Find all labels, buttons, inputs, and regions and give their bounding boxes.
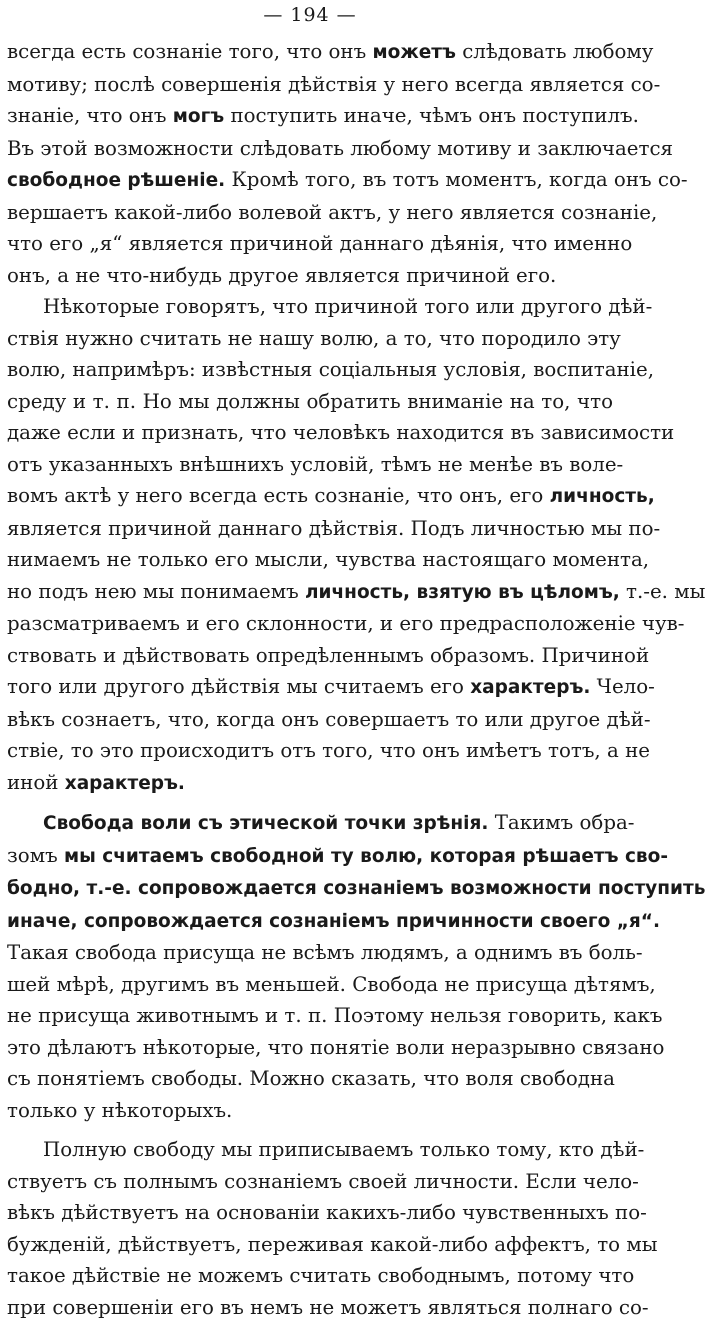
bold-text: иначе, сопровождается сознаніемъ причинности своего „я“. <box>7 911 660 932</box>
bold-text: Свобода воли съ этической точки зрѣнія. <box>43 813 488 834</box>
text-run: ствуетъ съ полнымъ сознаніемъ своей личности. Если чело- <box>7 1170 639 1193</box>
text-line <box>7 197 613 229</box>
text-line <box>7 767 613 800</box>
bold-text: можетъ <box>372 42 455 63</box>
text-line <box>7 36 613 69</box>
text-run: онъ, а не что-нибудь другое является причиной его. <box>7 264 556 287</box>
text-line <box>7 840 613 873</box>
text-run: Такая свобода присуща не всѣмъ людямъ, а однимъ въ боль- <box>7 941 643 964</box>
text-line <box>7 671 613 704</box>
text-line <box>7 1166 613 1198</box>
text-run: вѣкъ дѣйствуетъ на основаніи какихъ-либо чувственныхъ по- <box>7 1201 647 1224</box>
text-run: мотиву; послѣ совершенія дѣйствія у него всегда является со- <box>7 73 660 96</box>
text-run: съ понятіемъ свободы. Можно сказать, что воля свободна <box>7 1067 615 1090</box>
text-line <box>7 905 613 938</box>
text-run: всегда есть сознаніе того, что онъ <box>7 40 372 63</box>
text-line <box>7 576 613 609</box>
text-run: слѣдовать любому <box>456 40 654 63</box>
text-line <box>7 291 613 323</box>
text-line <box>7 1134 613 1166</box>
text-run: при совершеніи его въ немъ не можетъ являться полнаго со- <box>7 1296 649 1319</box>
page-number: — 194 — <box>0 4 620 26</box>
text-line <box>7 969 613 1001</box>
text-run: волю, напримѣръ: извѣстныя соціальныя условія, воспитаніе, <box>7 358 654 381</box>
text-run: разсматриваемъ и его склонности, и его предрасположеніе чув- <box>7 612 684 635</box>
text-run: иной <box>7 771 65 794</box>
text-run: такое дѣйствіе не можемъ считать свободнымъ, потому что <box>7 1264 634 1287</box>
text-line <box>7 872 613 905</box>
text-line <box>7 513 613 545</box>
bold-text: бодно, т.-е. сопровождается сознаніемъ возможности поступить <box>7 878 705 899</box>
text-line <box>7 1032 613 1064</box>
text-run: Чело- <box>590 675 654 698</box>
text-line <box>7 1260 613 1292</box>
text-line <box>7 228 613 260</box>
text-run: шей мѣрѣ, другимъ въ меньшей. Свобода не присуща дѣтямъ, <box>7 973 656 996</box>
text-run: Такимъ обра- <box>488 811 634 834</box>
bold-text: свободное рѣшеніе. <box>7 170 225 191</box>
text-line <box>7 386 613 418</box>
text-line <box>7 640 613 672</box>
text-line <box>7 480 613 513</box>
text-run: ствія нужно считать не нашу волю, а то, что породило эту <box>7 327 621 350</box>
text-line <box>7 1229 613 1261</box>
text-run: отъ указанныхъ внѣшнихъ условій, тѣмъ не менѣе въ воле- <box>7 453 623 476</box>
text-line <box>7 1063 613 1095</box>
bold-text: личность, <box>550 486 655 507</box>
bold-text: характеръ. <box>65 773 185 794</box>
text-run: является причиной даннаго дѣйствія. Подъ личностью мы по- <box>7 517 660 540</box>
text-run: Полную свободу мы приписываемъ только тому, кто дѣй- <box>43 1138 644 1161</box>
text-line <box>7 1095 613 1127</box>
text-line <box>7 164 613 197</box>
body-text <box>7 36 613 1323</box>
text-line <box>7 608 613 640</box>
text-run: того или другого дѣйствія мы считаемъ его <box>7 675 470 698</box>
text-line <box>7 937 613 969</box>
text-run: зомъ <box>7 844 64 867</box>
text-line <box>7 807 613 840</box>
text-run: ствовать и дѣйствовать опредѣленнымъ образомъ. Причиной <box>7 644 649 667</box>
text-line <box>7 133 613 165</box>
text-line <box>7 1197 613 1229</box>
text-run: это дѣлаютъ нѣкоторые, что понятіе воли неразрывно связано <box>7 1036 664 1059</box>
text-line <box>7 100 613 133</box>
text-line <box>7 544 613 576</box>
text-line <box>7 69 613 101</box>
text-run: не присуща животнымъ и т. п. Поэтому нельзя говорить, какъ <box>7 1004 662 1027</box>
text-run: Въ этой возможности слѣдовать любому мотиву и заключается <box>7 137 673 160</box>
text-run: бужденій, дѣйствуетъ, переживая какой-либо аффектъ, то мы <box>7 1233 658 1256</box>
text-run: среду и т. п. Но мы должны обратить вниманіе на то, что <box>7 390 613 413</box>
text-line <box>7 1292 613 1323</box>
text-run: нимаемъ не только его мысли, чувства настоящаго момента, <box>7 548 649 571</box>
text-line <box>7 735 613 767</box>
text-run: но подъ нею мы понимаемъ <box>7 580 305 603</box>
text-run: т.-е. мы <box>620 580 705 603</box>
text-run: вершаетъ какой-либо волевой актъ, у него является сознаніе, <box>7 201 657 224</box>
text-run: Кромѣ того, въ тотъ моментъ, когда онъ со- <box>225 168 687 191</box>
bold-text: мы считаемъ свободной ту волю, которая рѣшаетъ сво- <box>64 846 668 867</box>
text-run: вомъ актѣ у него всегда есть сознаніе, что онъ, его <box>7 484 550 507</box>
text-run: вѣкъ сознаетъ, что, когда онъ совершаетъ то или другое дѣй- <box>7 708 651 731</box>
text-line <box>7 1000 613 1032</box>
text-run: ствіе, то это происходитъ отъ того, что онъ имѣетъ тотъ, а не <box>7 739 650 762</box>
text-run: даже если и признать, что человѣкъ находится въ зависимости <box>7 421 674 444</box>
bold-text: характеръ. <box>470 677 590 698</box>
text-run: только у нѣкоторыхъ. <box>7 1099 232 1122</box>
bold-text: могъ <box>173 106 224 127</box>
bold-text: личность, взятую въ цѣломъ, <box>305 582 620 603</box>
text-line <box>7 449 613 481</box>
text-line <box>7 354 613 386</box>
text-line <box>7 704 613 736</box>
text-line <box>7 417 613 449</box>
text-run: знаніе, что онъ <box>7 104 173 127</box>
text-run: что его „я“ является причиной даннаго дѣянія, что именно <box>7 232 632 255</box>
text-line <box>7 260 613 292</box>
text-line <box>7 323 613 355</box>
text-run: поступить иначе, чѣмъ онъ поступилъ. <box>224 104 639 127</box>
text-run: Нѣкоторые говорятъ, что причиной того или другого дѣй- <box>43 295 652 318</box>
